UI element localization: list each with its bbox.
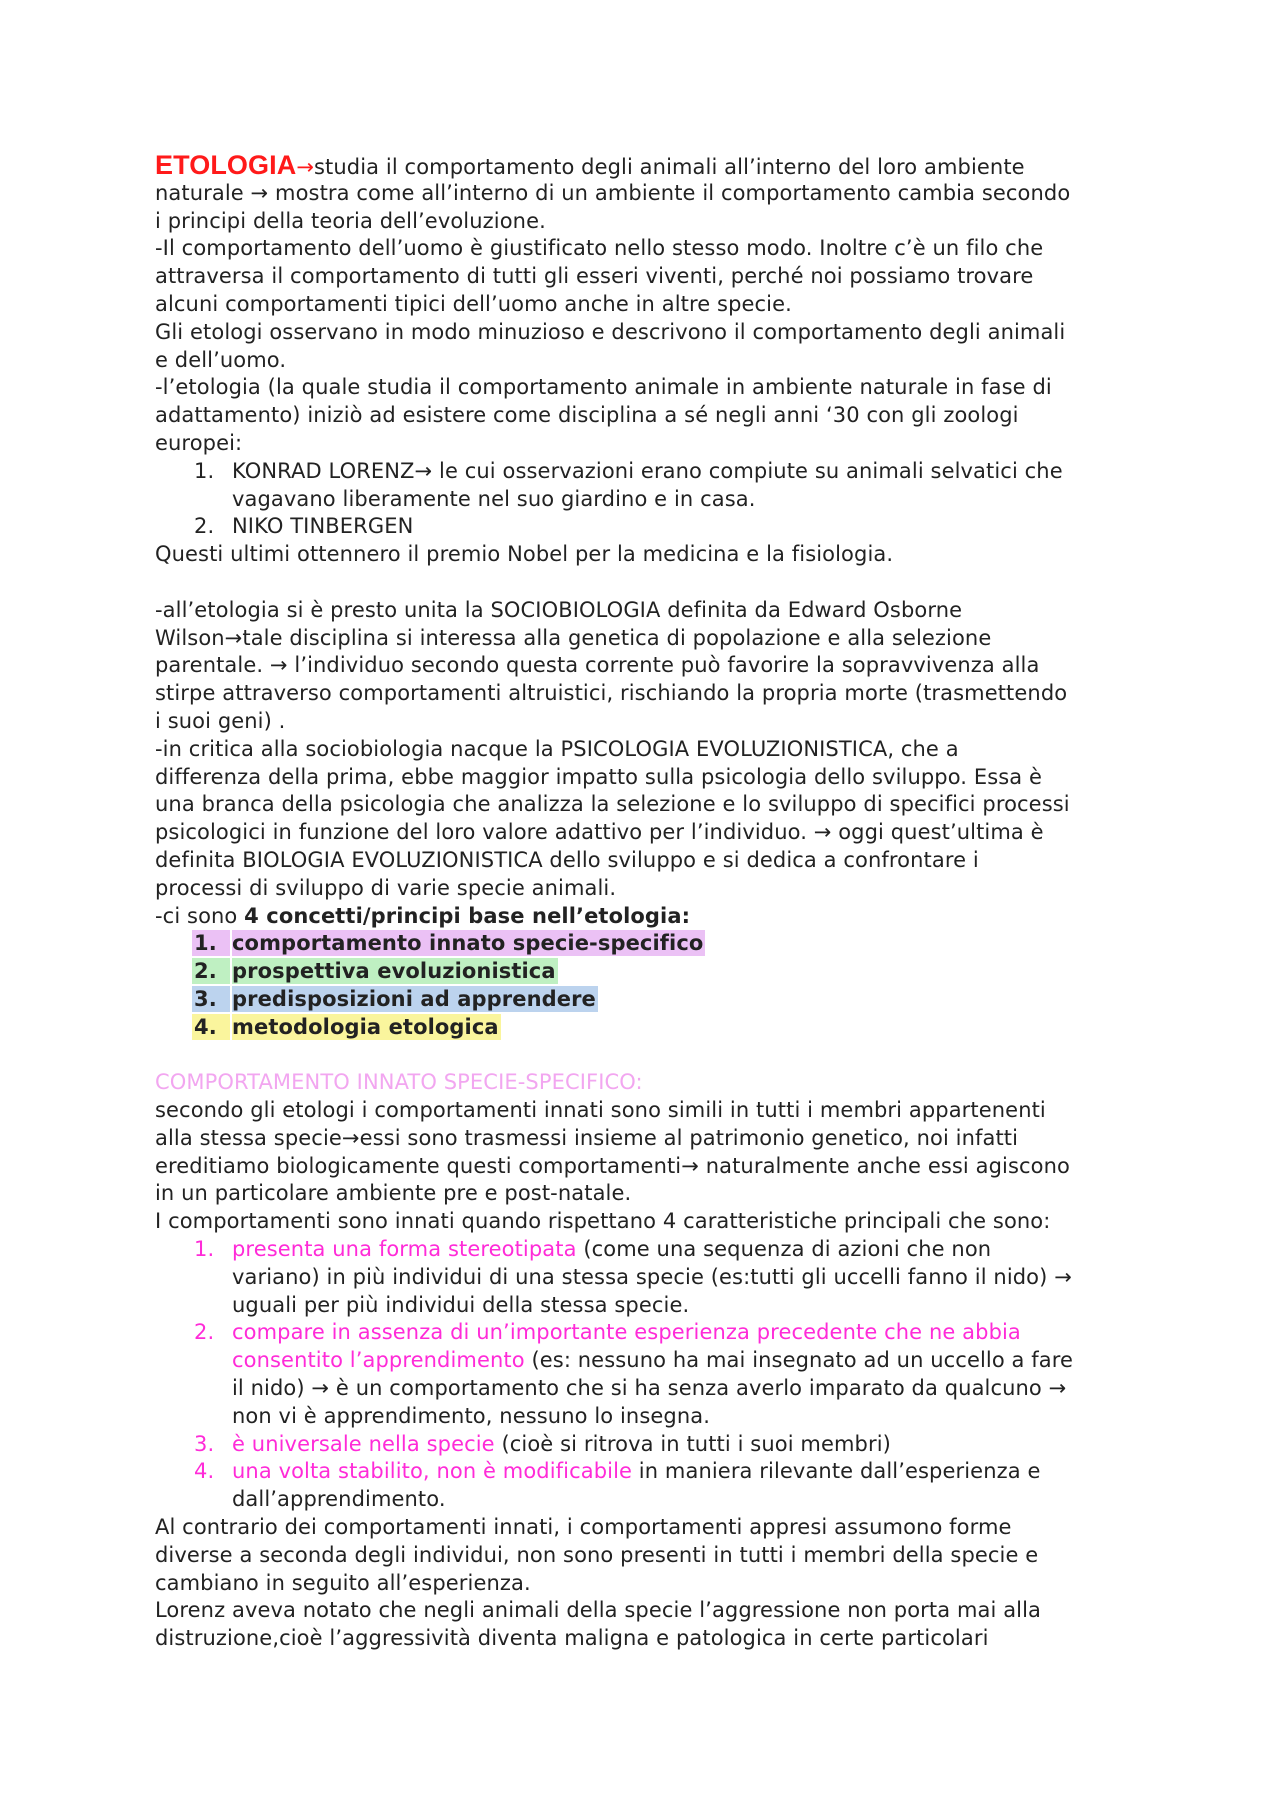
list-item-continuation: non vi è apprendimento, nessuno lo insegna. — [232, 1403, 710, 1428]
characteristic-item-1: 1. presenta una forma stereotipata (come una sequenza di azioni che non — [194, 1237, 992, 1262]
document-page — [155, 152, 1135, 1653]
paragraph-line: Al contrario dei comportamenti innati, i comportamenti appresi assumono forme — [155, 1515, 1012, 1540]
paragraph-line: ereditiamo biologicamente questi comportamenti→ naturalmente anche essi agiscono — [155, 1153, 1070, 1178]
list-item-lorenz: 1. KONRAD LORENZ→ le cui osservazioni erano compiute su animali selvatici che — [194, 458, 1063, 483]
intro-line: Gli etologi osservano in modo minuzioso e descrivono il comportamento degli animali — [155, 319, 1066, 344]
characteristic-item-4: 4. una volta stabilito, non è modificabile in maniera rilevante dall’esperienza e — [194, 1459, 1041, 1484]
paragraph-line: stirpe attraverso comportamenti altruistici, rischiando la propria morte (trasmettendo — [155, 681, 1068, 706]
intro-line: adattamento) iniziò ad esistere come disciplina a sé negli anni ‘30 con gli zoologi — [155, 403, 1019, 428]
paragraph-line: I comportamenti sono innati quando rispettano 4 caratteristiche principali che sono: — [155, 1209, 1051, 1234]
paragraph-line: una branca della psicologia che analizza la selezione e lo sviluppo di specifici processi — [155, 792, 1070, 817]
characteristic-item-3: 3. è universale nella specie (cioè si ritrova in tutti i suoi membri) — [194, 1431, 891, 1456]
list-item-continuation: consentito l’apprendimento (es: nessuno ha mai insegnato ad un uccello a fare — [232, 1348, 1074, 1373]
paragraph-line: cambiano in seguito all’esperienza. — [155, 1570, 531, 1595]
list-item-continuation: uguali per più individui della stessa specie. — [232, 1292, 690, 1317]
list-item-continuation: vagavano liberamente nel suo giardino e in casa. — [232, 486, 756, 511]
paragraph-line: secondo gli etologi i comportamenti innati sono simili in tutti i membri appartenenti — [155, 1098, 1046, 1123]
intro-line: -Il comportamento dell’uomo è giustificato nello stesso modo. Inoltre c’è un filo che — [155, 236, 1044, 261]
list-item-tinbergen: 2. NIKO TINBERGEN — [194, 514, 414, 539]
paragraph-line: definita BIOLOGIA EVOLUZIONISTICA dello sviluppo e si dedica a confrontare i — [155, 847, 979, 872]
paragraph-line: diverse a seconda degli individui, non sono presenti in tutti i membri della specie e — [155, 1542, 1039, 1567]
paragraph-line: parentale. → l’individuo secondo questa corrente può favorire la sopravvivenza alla — [155, 653, 1040, 678]
arrow-icon: → — [296, 155, 315, 179]
paragraph-line: distruzione,cioè l’aggressività diventa maligna e patologica in certe particolari — [155, 1626, 989, 1651]
paragraph-line: psicologici in funzione del loro valore adattivo per l’individuo. → oggi quest’ultima è — [155, 820, 1044, 845]
intro-line: europei: — [155, 430, 243, 455]
list-item-continuation: variano) in più individui di una stessa specie (es:tutti gli uccelli fanno il nido) → — [232, 1264, 1072, 1289]
paragraph-line: in un particolare ambiente pre e post-natale. — [155, 1181, 632, 1206]
document-title: ETOLOGIA — [155, 150, 297, 180]
concept-item-2: 2. prospettiva evoluzionistica — [194, 959, 556, 984]
paragraph-line: differenza della prima, ebbe maggior impatto sulla psicologia dello sviluppo. Essa è — [155, 764, 1043, 789]
intro-line: -l’etologia (la quale studia il comportamento animale in ambiente naturale in fase di — [155, 375, 1052, 400]
concept-item-4: 4. metodologia etologica — [194, 1014, 499, 1039]
paragraph-line: i suoi geni) . — [155, 708, 286, 733]
list-item-continuation: il nido) → è un comportamento che si ha senza averlo imparato da qualcuno → — [232, 1376, 1067, 1401]
intro-line-1: ETOLOGIA→studia il comportamento degli animali all’interno del loro ambiente — [155, 150, 1025, 180]
intro-line: attraversa il comportamento di tutti gli esseri viventi, perché noi possiamo trovare — [155, 264, 1034, 289]
list-item-continuation: dall’apprendimento. — [232, 1487, 446, 1512]
intro-line: i principi della teoria dell’evoluzione. — [155, 208, 546, 233]
characteristic-item-2: 2. compare in assenza di un’importante esperienza precedente che ne abbia — [194, 1320, 1021, 1345]
paragraph-line: processi di sviluppo di varie specie animali. — [155, 875, 617, 900]
spacer — [155, 1042, 1135, 1070]
paragraph-line: alla stessa specie→essi sono trasmessi insieme al patrimonio genetico, noi infatti — [155, 1125, 1019, 1150]
intro-line: naturale → mostra come all’interno di un ambiente il comportamento cambia secondo — [155, 180, 1071, 205]
intro-line: e dell’uomo. — [155, 347, 287, 372]
paragraph-line: Wilson→tale disciplina si interessa alla genetica di popolazione e alla selezione — [155, 625, 992, 650]
spacer — [155, 569, 1135, 597]
paragraph-line: -all’etologia si è presto unita la SOCIOBIOLOGIA definita da Edward Osborne — [155, 597, 963, 622]
nobel-line: Questi ultimi ottennero il premio Nobel per la medicina e la fisiologia. — [155, 542, 894, 567]
paragraph-line: Lorenz aveva notato che negli animali della specie l’aggressione non porta mai alla — [155, 1598, 1042, 1623]
concept-item-3: 3. predisposizioni ad apprendere — [194, 986, 596, 1011]
intro-line: alcuni comportamenti tipici dell’uomo anche in altre specie. — [155, 291, 792, 316]
concepts-intro: -ci sono 4 concetti/principi base nell’etologia: — [155, 903, 691, 928]
section-heading: COMPORTAMENTO INNATO SPECIE-SPECIFICO: — [155, 1070, 643, 1095]
paragraph-line: -in critica alla sociobiologia nacque la PSICOLOGIA EVOLUZIONISTICA, che a — [155, 736, 959, 761]
concept-item-1: 1. comportamento innato specie-specifico — [194, 931, 704, 956]
